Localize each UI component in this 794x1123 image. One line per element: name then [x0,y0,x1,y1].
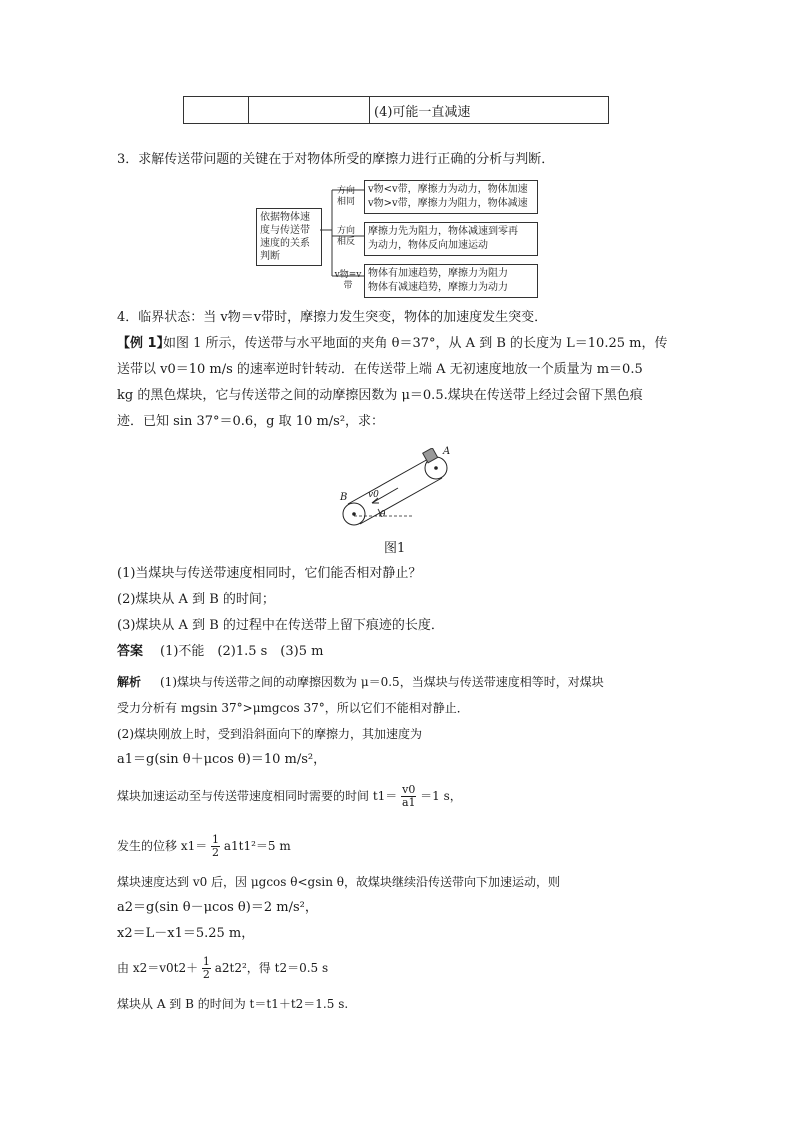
fraction [211,834,220,859]
text-segment: 煤块加速运动至与传送带速度相同时需要的时间 t1＝ [117,789,398,803]
node-line: v物<v带，摩擦力为动力，物体加速 [368,184,528,195]
analysis-line: a1＝g(sin θ＋μcos θ)＝10 m/s²， [117,752,327,767]
denominator: 2 [212,846,220,859]
node-line: 为动力，物体反向加速运动 [368,240,488,251]
analysis-line: 煤块从 A 到 B 的时间为 t＝t1＋t2＝1.5 s. [117,997,349,1011]
example-line: 如图 1 所示，传送带与水平地面的夹角 θ＝37°，从 A 到 B 的长度为 L＝10.25 m，传 [163,336,668,351]
mindmap-node-opposite [364,222,538,256]
node-line: 摩擦力先为阻力，物体减速到零再 [368,226,518,237]
fraction [401,784,416,809]
question-2: (2)煤块从 A 到 B 的时间； [117,592,275,607]
numerator: v0 [402,783,416,796]
conveyor-belt-figure [330,448,460,530]
question-1: (1)当煤块与传送带速度相同时，它们能否相对静止？ [117,566,422,581]
question-3: (3)煤块从 A 到 B 的过程中在传送带上留下痕迹的长度． [117,618,444,633]
point-4: 4．临界状态：当 v物＝v带时，摩擦力发生突变，物体的加速度发生突变． [117,310,548,325]
mindmap-node-same [364,180,538,214]
branch-label-opposite: 方向相反 [336,226,355,247]
example-line: kg 的黑色煤块，它与传送带之间的动摩擦因数为 μ＝0.5.煤块在传送带上经过会留下黑色痕 [117,388,643,403]
point-3: 3．求解传送带问题的关键在于对物体所受的摩擦力进行正确的分析与判断． [117,152,555,167]
table-cell [184,97,249,124]
node-line: 物体有加速趋势，摩擦力为阻力 [368,268,508,279]
label-b: B [340,492,348,503]
analysis-line-fraction [117,784,462,809]
example-tag: 【例 1】 [117,336,170,351]
label-v0: v0 [368,490,379,500]
continuation-table [183,96,609,124]
mindmap-node-equal [364,264,538,298]
text-segment: 由 x2＝v0t2＋ [117,961,199,975]
analysis-label: 解析 [117,675,142,689]
fraction [202,956,211,981]
analysis-line: (2)煤块刚放上时，受到沿斜面向下的摩擦力，其加速度为 [117,727,423,741]
analysis-line-fraction [117,956,328,981]
text-segment: a2t2²，得 t2＝0.5 s [214,961,329,975]
text-segment: ＝1 s， [420,789,462,803]
analysis-line-fraction [117,834,291,859]
numerator: 1 [202,955,210,968]
node-line: v物>v带，摩擦力为阻力，物体减速 [368,198,528,209]
denominator: a1 [401,796,416,809]
analysis-line: x2＝L－x1＝5.25 m， [117,926,255,941]
table-cell [249,97,370,124]
example-line: 迹．已知 sin 37°＝0.6，g 取 10 m/s²，求： [117,414,385,429]
mindmap-root: 依据物体速度与传送带速度的关系判断 [256,208,322,266]
text-segment: 发生的位移 x1＝ [117,839,208,853]
example-line: 送带以 v0＝10 m/s 的速率逆时针转动．在传送带上端 A 无初速度地放一个质量为 m＝0.5 [117,362,643,377]
analysis-line: 受力分析有 mgsin 37°>μmgcos 37°，所以它们不能相对静止． [117,701,469,715]
answer-text: (1)不能 (2)1.5 s (3)5 m [160,644,324,659]
numerator: 1 [212,833,220,846]
denominator: 2 [202,968,210,981]
figure-caption: 图1 [384,541,406,556]
table-cell: (4)可能一直减速 [370,97,609,124]
answer-label: 答案 [117,644,144,659]
analysis-line: 煤块速度达到 v0 后，因 μgcos θ<gsin θ，故煤块继续沿传送带向下加速运动，则 [117,875,560,889]
text-segment: a1t1²＝5 m [223,839,291,853]
label-theta: θ [380,510,386,520]
branch-label-equal: v物=v带 [334,270,362,291]
node-line: 物体有减速趋势，摩擦力为动力 [368,282,508,293]
analysis-line: a2＝g(sin θ－μcos θ)＝2 m/s²， [117,900,318,915]
branch-label-same: 方向相同 [336,186,355,207]
analysis-line: (1)煤块与传送带之间的动摩擦因数为 μ＝0.5，当煤块与传送带速度相等时，对煤块 [160,675,604,689]
label-a: A [443,446,451,457]
